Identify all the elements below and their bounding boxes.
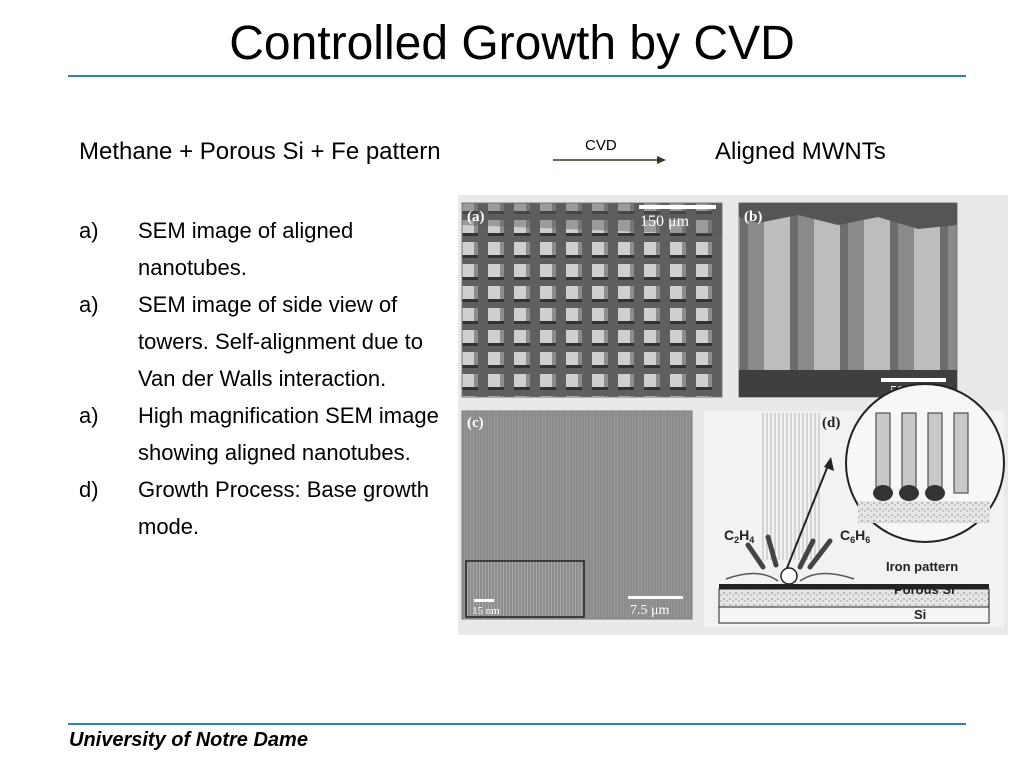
scale-bar xyxy=(474,599,494,602)
gas-c6h6-label: $C_6H_6$ xyxy=(840,527,871,545)
bullet-text: SEM image of aligned nanotubes. xyxy=(138,218,354,280)
title-divider xyxy=(68,75,966,77)
panel-c-scale: 7.5 μm xyxy=(630,603,670,618)
si-layer xyxy=(719,607,989,623)
bullet-item xyxy=(79,471,439,545)
bullet-marker: a) xyxy=(79,403,99,428)
iron-pattern-label: Iron pattern xyxy=(886,559,959,574)
footer-text: University of Notre Dame xyxy=(69,729,308,751)
bullet-marker: d) xyxy=(79,477,99,502)
panel-c-inset-scale: 15 nm xyxy=(472,605,500,617)
panel-d-label: (d) xyxy=(822,415,841,431)
scale-bar xyxy=(628,596,683,599)
bullet-item xyxy=(79,397,439,471)
panel-b-label: (b) xyxy=(744,209,763,225)
bullet-item xyxy=(79,212,439,286)
nanotube-lines xyxy=(763,413,819,560)
cvd-arrow-label: CVD xyxy=(585,137,617,154)
porous-si-label: Porous Si xyxy=(894,582,955,597)
scale-bar xyxy=(639,205,716,209)
sem-panel-a xyxy=(462,203,722,397)
bullet-marker: a) xyxy=(79,218,99,243)
bullet-text: High magnification SEM image showing aligned nanotubes. xyxy=(138,403,439,465)
scale-bar xyxy=(881,378,946,382)
bullet-marker: a) xyxy=(79,292,99,317)
slide-title: Controlled Growth by CVD xyxy=(229,17,795,70)
sem-panel-c xyxy=(462,411,692,619)
panel-a-scale: 150 μm xyxy=(640,213,690,230)
sem-figure xyxy=(458,195,1008,635)
product-text: Aligned MWNTs xyxy=(715,138,886,165)
si-label: Si xyxy=(914,607,927,622)
bullet-text: Growth Process: Base growth mode. xyxy=(138,477,430,539)
footer-divider xyxy=(68,723,966,725)
panel-c-label: (c) xyxy=(467,415,484,431)
sem-panel-d xyxy=(704,384,1004,627)
panel-a-label: (a) xyxy=(467,209,485,225)
bullet-text: SEM image of side view of towers. Self-alignment due to Van der Walls interaction. xyxy=(138,292,423,391)
sem-panel-b xyxy=(739,203,957,399)
reactants-text: Methane + Porous Si + Fe pattern xyxy=(79,138,441,165)
reaction-arrow-icon xyxy=(553,152,669,168)
gas-c2h4-label: $C_2H_4$ xyxy=(724,527,755,545)
bullet-item xyxy=(79,286,439,397)
bullet-list xyxy=(79,212,439,545)
